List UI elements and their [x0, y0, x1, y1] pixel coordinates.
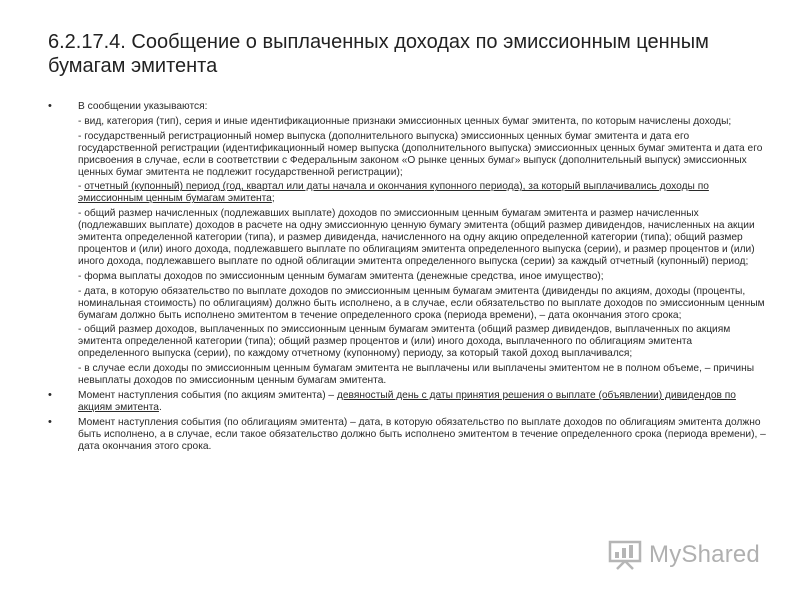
- list-item: - в случае если доходы по эмиссионным ценным бумагам эмитента не выплачены или выплачены эмитентом не в полном объеме, – причины невыплаты доходов по эмиссионным ценным бумагам эмитента.: [78, 363, 755, 387]
- list-item: - форма выплаты доходов по эмиссионным ценным бумагам эмитента (денежные средства, иное имущество);: [78, 270, 604, 282]
- presentation-board-icon: [607, 540, 643, 570]
- bullet-shares-event: [48, 390, 766, 414]
- underlined-reporting-period: отчетный (купонный) период (год, квартал или даты начала и окончания купонного периода), за который выплачивались доходы по эмиссионным ценным бумагам эмитента: [78, 181, 709, 205]
- shares-event-prefix: Момент наступления события (по акциям эмитента) –: [78, 389, 337, 401]
- bonds-event-text: Момент наступления события (по облигациям эмитента) – дата, в которую обязательство по выплате доходов по облигациям эмитента должно быть исполнено, а в случае, если такое обязательство должно быть исполнено эмитентом в течение определенного срока (периода времени), – дата окончания этого срока.: [78, 416, 766, 452]
- list-item: - общий размер доходов, выплаченных по эмиссионным ценным бумагам эмитента (общий размер дивидендов, выплаченных по акциям эмитента определенной категории (типа); общий размер процентов и (или) иного дохода, выплаченного по облигациям эмитента определенного выпуска (серии), по каждому отчетному (купонному) периоду, за который такой доход выплачивался;: [78, 324, 731, 360]
- list-item: - государственный регистрационный номер выпуска (дополнительного выпуска) эмиссионных ценных бумаг эмитента и дата его государственной регистрации (идентификационный номер выпуска (дополнительного выпуска) эмиссионных ценных бумаг эмитента и дата его присвоения в случае, если в соответствии с Федеральным законом «О рынке ценных бумаг» выпуск (дополнительный выпуск) эмиссионных ценных бумаг эмитента не подлежит государственной регистрации);: [78, 130, 763, 178]
- list-item-reporting-period: [48, 181, 766, 205]
- document-body: [48, 101, 766, 455]
- bullet-requirements: [48, 101, 766, 113]
- list-item: - общий размер начисленных (подлежавших выплате) доходов по эмиссионным ценным бумагам эмитента и размер начисленных (подлежавших выплате) доходов в расчете на одну эмиссионную ценную бумагу эмитента (общий размер дивидендов, начисленных на акции эмитента определенной категории (типа), и размер дивиденда, начисленного на одну акцию определенной категории (типа); общий размер процентов и (или) иного дохода, подлежавшего выплате по облигациям эмитента определенного выпуска (серии), и размер процентов и (или) иного дохода, подлежавшего выплате по одной облигации эмитента определенного выпуска (серии) за каждый отчетный (купонный) период;: [78, 208, 755, 267]
- page-title: 6.2.17.4. Сообщение о выплаченных доходах по эмиссионным ценным бумагам эмитента: [48, 31, 709, 77]
- shares-event-suffix: .: [158, 401, 162, 413]
- list-item: - дата, в которую обязательство по выплате доходов по эмиссионным ценным бумагам эмитента (дивиденды по акциям, доходы (проценты, номинальная стоимость) по облигациям) должно быть исполнено, а в случае, если обязательство по выплате доходов по эмиссионным ценным бумагам должно быть исполнено эмитентом в течение определенного срока (периода времени), – дата окончания этого срока;: [78, 285, 765, 321]
- myshared-watermark: [607, 540, 760, 570]
- bullet-intro: В сообщении указываются:: [78, 101, 208, 112]
- item-prefix: -: [78, 181, 85, 193]
- watermark-text: MyShared: [649, 541, 760, 568]
- list-item: - вид, категория (тип), серия и иные идентификационные признаки эмиссионных ценных бумаг эмитента, по которым начислены доходы;: [78, 115, 732, 127]
- item-suffix: ;: [271, 193, 275, 205]
- bullet-bonds-event: [48, 417, 766, 453]
- underlined-ninetieth-day: девяностый день с даты принятия решения о выплате (объявлении) дивидендов по акциям эмитента: [78, 389, 736, 413]
